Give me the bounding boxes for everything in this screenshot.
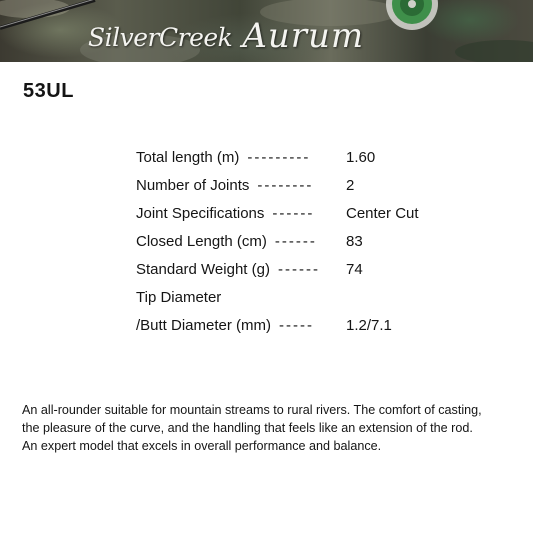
spec-leader: ------: [274, 233, 317, 250]
spec-table: [136, 148, 419, 344]
spec-row-tip-diameter: [136, 288, 320, 316]
spec-leader: ------: [277, 261, 320, 278]
model-name: 53UL: [23, 80, 74, 102]
spec-leader: ------: [272, 205, 315, 222]
spec-leader: -----: [279, 317, 314, 334]
spec-label: Total length (m): [136, 149, 240, 166]
spec-label: Standard Weight (g): [136, 261, 270, 278]
header-banner: [0, 0, 533, 62]
spec-value: 74: [346, 261, 363, 278]
spec-row-number-of-joints: [136, 176, 355, 204]
spec-row-joint-specifications: [136, 204, 419, 232]
spec-leader: --------: [257, 177, 314, 194]
spec-row-total-length: [136, 148, 376, 176]
product-description: An all-rounder suitable for mountain streams to rural rivers. The comfort of casting, the pleasure of the curve, and the handling that feels like an extension of the rod. An expert model that excels in overall performance and balance.: [22, 403, 482, 453]
spec-leader: ---------: [247, 149, 311, 166]
spec-label: /Butt Diameter (mm): [136, 317, 272, 334]
series-name-text: Aurum: [242, 16, 365, 56]
brand-script-text: SilverCreek: [88, 23, 233, 52]
spec-value: 1.2/7.1: [346, 317, 392, 334]
spec-row-butt-diameter: [136, 316, 392, 344]
spec-label: Closed Length (cm): [136, 233, 267, 250]
spec-value: Center Cut: [346, 205, 419, 222]
spec-row-standard-weight: [136, 260, 363, 288]
spec-value: 2: [346, 177, 355, 194]
spec-label: Number of Joints: [136, 177, 250, 194]
spec-value: 83: [346, 233, 363, 250]
brand-logo: [88, 14, 448, 58]
spec-label: Joint Specifications: [136, 205, 265, 222]
spec-label: Tip Diameter: [136, 289, 222, 306]
spec-value: 1.60: [346, 149, 376, 166]
spec-row-closed-length: [136, 232, 363, 260]
